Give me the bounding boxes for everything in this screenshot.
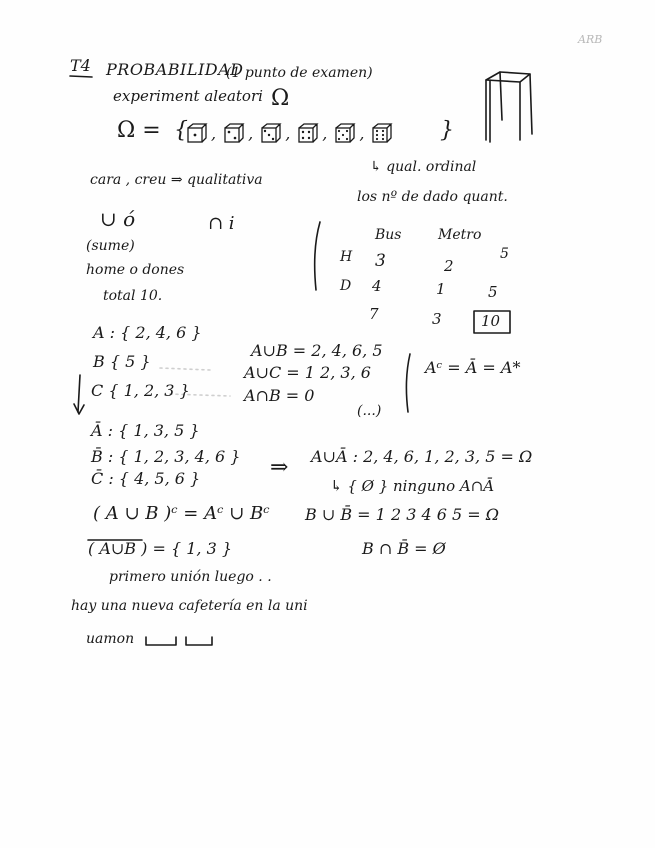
table-note-1: home o dones	[86, 262, 185, 278]
cell-h-metro: 2	[444, 257, 454, 275]
die-4-icon	[297, 122, 319, 144]
set-a-complement: Ā : { 1, 3, 5 }	[91, 421, 200, 440]
cell-d-bus: 4	[372, 277, 382, 295]
intersection-label: ∩ i	[208, 213, 235, 234]
sets-bracket	[78, 375, 80, 412]
de-morgan-law: ( A ∪ B )ᶜ = Aᶜ ∪ Bᶜ	[93, 503, 270, 524]
cell-total-bus: 7	[369, 305, 379, 323]
box-sketch	[486, 72, 532, 142]
sum-note: (sume)	[86, 238, 135, 254]
table-brace	[315, 222, 320, 290]
row-header-h: H	[340, 249, 353, 265]
qualitative-line: cara , creu ⇒ qualitativa	[90, 172, 263, 188]
implication-line-4: B ∩ B̄ = Ø	[362, 539, 446, 558]
topic-code: T4	[70, 56, 91, 75]
result-a-union-b: A∪B = 2, 4, 6, 5	[251, 341, 383, 360]
die-2-icon	[223, 122, 245, 144]
result-a-union-c: A∪C = 1 2, 3, 6	[244, 363, 371, 382]
set-c-complement: C̄ : { 4, 5, 6 }	[91, 469, 201, 488]
sample-space-open: {	[174, 118, 188, 143]
set-c: C { 1, 2, 3 }	[91, 381, 190, 400]
implication-arrow: ⇒	[270, 455, 289, 480]
blank-2	[186, 637, 212, 645]
die-one: ,	[186, 122, 216, 144]
title-underline	[70, 76, 92, 77]
die-six	[371, 122, 393, 144]
row-header-d: D	[340, 278, 352, 294]
set-b: B { 5 }	[93, 352, 151, 371]
grand-total: 10	[481, 312, 501, 330]
dice-set	[186, 122, 393, 144]
die-3-icon	[260, 122, 282, 144]
cell-d-extra: 5	[488, 283, 498, 301]
complement-bracket	[406, 354, 410, 412]
die-1-icon	[186, 122, 208, 144]
cell-h-extra: 5	[500, 246, 509, 262]
die-5-icon	[334, 122, 356, 144]
sample-space-close: }	[440, 118, 454, 143]
cell-total-metro: 3	[432, 310, 442, 328]
page-title: PROBABILIDAD	[106, 60, 244, 79]
implication-line-3: B ∪ B̄ = 1 2 3 4 6 5 = Ω	[305, 505, 500, 524]
footer-line-2: uamon	[86, 631, 135, 647]
die-five: ,	[334, 122, 364, 144]
result-dots: (...)	[357, 403, 382, 419]
implication-line-2: ↳ { Ø } ninguno A∩Ā	[330, 477, 495, 495]
set-b-complement: B̄ : { 1, 2, 3, 4, 6 }	[91, 447, 241, 466]
corner-mark: ARB	[578, 33, 603, 46]
table-note-2: total 10.	[103, 288, 163, 304]
die-6-icon	[371, 122, 393, 144]
quantitative-line: los nº de dado quant.	[357, 189, 508, 205]
result-a-inter-b: A∩B = 0	[244, 386, 315, 405]
cell-d-metro: 1	[436, 280, 446, 298]
omega-symbol: Ω	[271, 86, 290, 111]
blank-1	[146, 637, 176, 645]
die-four: ,	[297, 122, 327, 144]
union-label: ∪ ó	[100, 207, 136, 231]
de-morgan-note: primero unión luego . .	[109, 569, 272, 585]
col-header-metro: Metro	[438, 227, 482, 243]
implication-line-1: A∪Ā : 2, 4, 6, 1, 2, 3, 5 = Ω	[311, 447, 533, 466]
cell-h-bus: 3	[375, 251, 386, 271]
experiment-label: experiment aleatori	[113, 87, 263, 105]
footer-line-1: hay una nueva cafetería en la uni	[71, 598, 308, 614]
die-two: ,	[223, 122, 253, 144]
sample-space-lhs: Ω =	[117, 118, 161, 143]
title-note: (1 punto de examen)	[226, 65, 373, 81]
die-three: ,	[260, 122, 290, 144]
col-header-bus: Bus	[375, 227, 402, 243]
de-morgan-example: ( A∪B ) = { 1, 3 }	[88, 539, 233, 558]
set-a: A : { 2, 4, 6 }	[93, 323, 202, 342]
complement-definition: Aᶜ = Ā = A*	[425, 358, 521, 377]
ordinal-line: ↳ qual. ordinal	[370, 159, 477, 175]
